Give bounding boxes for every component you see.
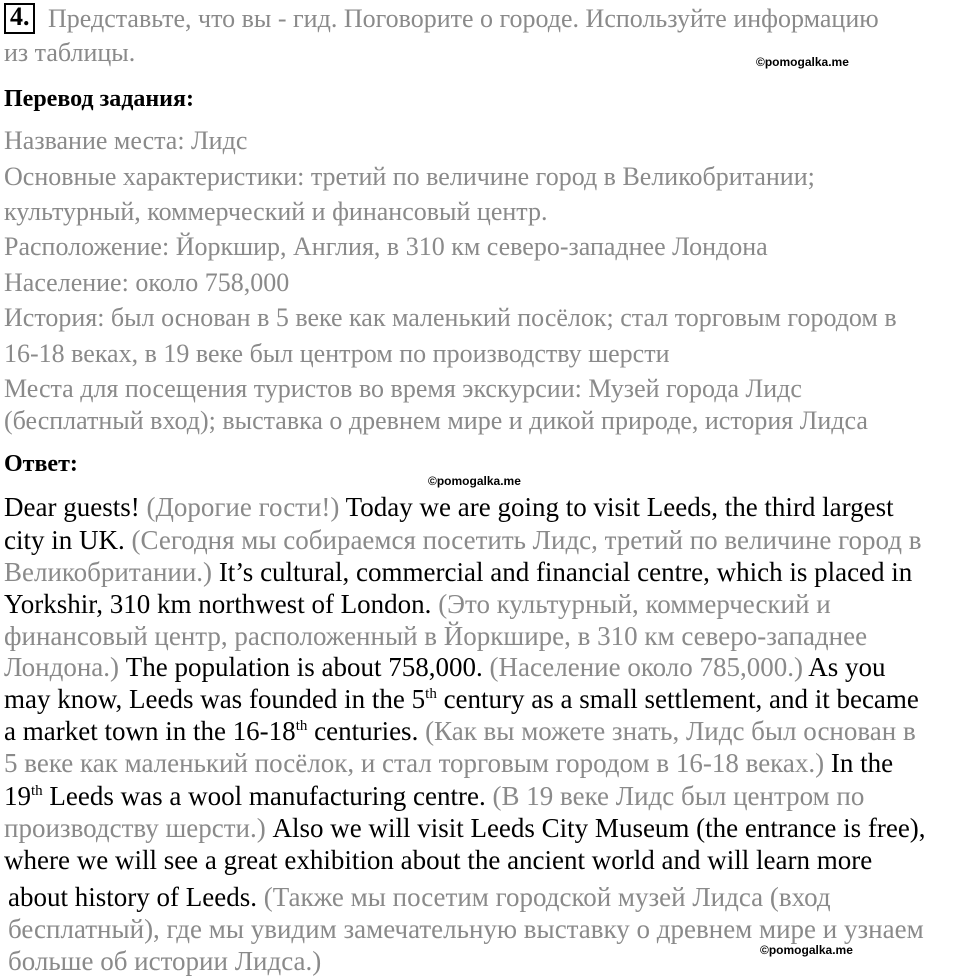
answer-russian: (Дорогие гости!) xyxy=(146,492,340,522)
answer-russian: бесплатный), где мы увидим замечательную выставку о древнем мире и узнаем xyxy=(8,914,924,944)
answer-russian: (Как вы можете знать, Лидс был основан в xyxy=(425,716,916,746)
answer-english: As you xyxy=(802,652,886,682)
answer-english: In the xyxy=(824,748,894,778)
watermark: ©pomogalka.me xyxy=(756,55,849,69)
task-line-2: из таблицы. xyxy=(4,38,136,67)
ordinal-suffix: th xyxy=(295,718,308,734)
ordinal-suffix: th xyxy=(425,686,437,702)
answer-russian: (В 19 веке Лидс был центром по xyxy=(492,781,865,811)
answer-english: Yorkshir, 310 km northwest of London. xyxy=(4,589,439,619)
answer-line xyxy=(4,813,926,844)
answer-english: It’s cultural, commercial and financial centre, which is placed in xyxy=(212,557,913,587)
answer-line xyxy=(4,684,919,715)
answer-english: city in UK. xyxy=(4,525,132,555)
translation-line: История: был основан в 5 веке как маленький посёлок; стал торговым городом в xyxy=(4,303,897,332)
answer-line xyxy=(4,748,893,779)
translation-heading: Перевод задания: xyxy=(4,86,194,112)
answer-russian: Лондона.) xyxy=(4,652,120,682)
watermark: ©pomogalka.me xyxy=(760,943,853,957)
answer-line xyxy=(8,946,321,977)
answer-russian: (Также мы посетим городской музей Лидса (вход xyxy=(263,882,831,912)
translation-line: культурный, коммерческий и финансовый центр. xyxy=(4,197,548,226)
task-number-box xyxy=(4,3,35,34)
translation-line: Основные характеристики: третий по величине город в Великобритании; xyxy=(4,162,815,191)
answer-line xyxy=(4,525,922,556)
answer-russian: Великобритании.) xyxy=(4,557,213,587)
answer-russian: (Население около 785,000.) xyxy=(489,652,803,682)
answer-line xyxy=(4,781,864,812)
answer-english: 19 xyxy=(4,781,31,811)
answer-english: centuries. xyxy=(307,716,426,746)
translation-line: 16-18 веках, в 19 веке был центром по производству шерсти xyxy=(4,339,670,368)
translation-line: (бесплатный вход); выставка о древнем мире и дикой природе, история Лидса xyxy=(4,406,868,435)
ordinal-suffix: th xyxy=(31,783,43,799)
translation-line: Места для посещения туристов во время экскурсии: Музей города Лидс xyxy=(4,374,802,403)
answer-english: may know, Leeds was founded in the 5 xyxy=(4,684,426,714)
answer-english: century as a small settlement, and it became xyxy=(436,684,919,714)
answer-english: where we will see a great exhibition about the ancient world and will learn more xyxy=(4,845,873,875)
answer-line xyxy=(4,492,894,523)
answer-english: Also we will visit Leeds City Museum (the entrance is free), xyxy=(265,813,926,843)
answer-russian: (Это культурный, коммерческий и xyxy=(438,589,831,619)
answer-line xyxy=(4,621,867,652)
answer-line xyxy=(8,882,831,913)
answer-line xyxy=(4,652,885,683)
answer-line xyxy=(4,716,916,747)
answer-line xyxy=(4,845,872,876)
answer-english: about history of Leeds. xyxy=(8,882,264,912)
translation-line: Название места: Лидс xyxy=(4,126,248,155)
task-line-1: Представьте, что вы - гид. Поговорите о городе. Используйте информацию xyxy=(48,4,879,33)
answer-russian: производству шерсти.) xyxy=(4,813,266,843)
translation-line: Население: около 758,000 xyxy=(4,268,290,297)
task-number: 4. xyxy=(10,2,30,31)
answer-line xyxy=(4,557,912,588)
answer-line xyxy=(4,589,831,620)
answer-english: a market town in the 16-18 xyxy=(4,716,296,746)
answer-line xyxy=(8,914,924,945)
translation-line: Расположение: Йоркшир, Англия, в 310 км северо-западнее Лондона xyxy=(4,232,768,261)
answer-english: The population is about 758,000. xyxy=(119,652,490,682)
answer-english: Today we are going to visit Leeds, the third largest xyxy=(339,492,894,522)
answer-english: Dear guests! xyxy=(4,492,147,522)
answer-russian: 5 веке как маленький посёлок, и стал торговым городом в 16-18 веках.) xyxy=(4,748,825,778)
answer-russian: финансовый центр, расположенный в Йоркшире, в 310 км северо-западнее xyxy=(4,621,868,651)
watermark: ©pomogalka.me xyxy=(428,474,521,488)
answer-english: Leeds was a wool manufacturing centre. xyxy=(42,781,493,811)
answer-russian: (Сегодня мы собираемся посетить Лидс, третий по величине город в xyxy=(131,525,922,555)
answer-heading: Ответ: xyxy=(4,451,78,477)
answer-russian: больше об истории Лидса.) xyxy=(8,946,322,976)
